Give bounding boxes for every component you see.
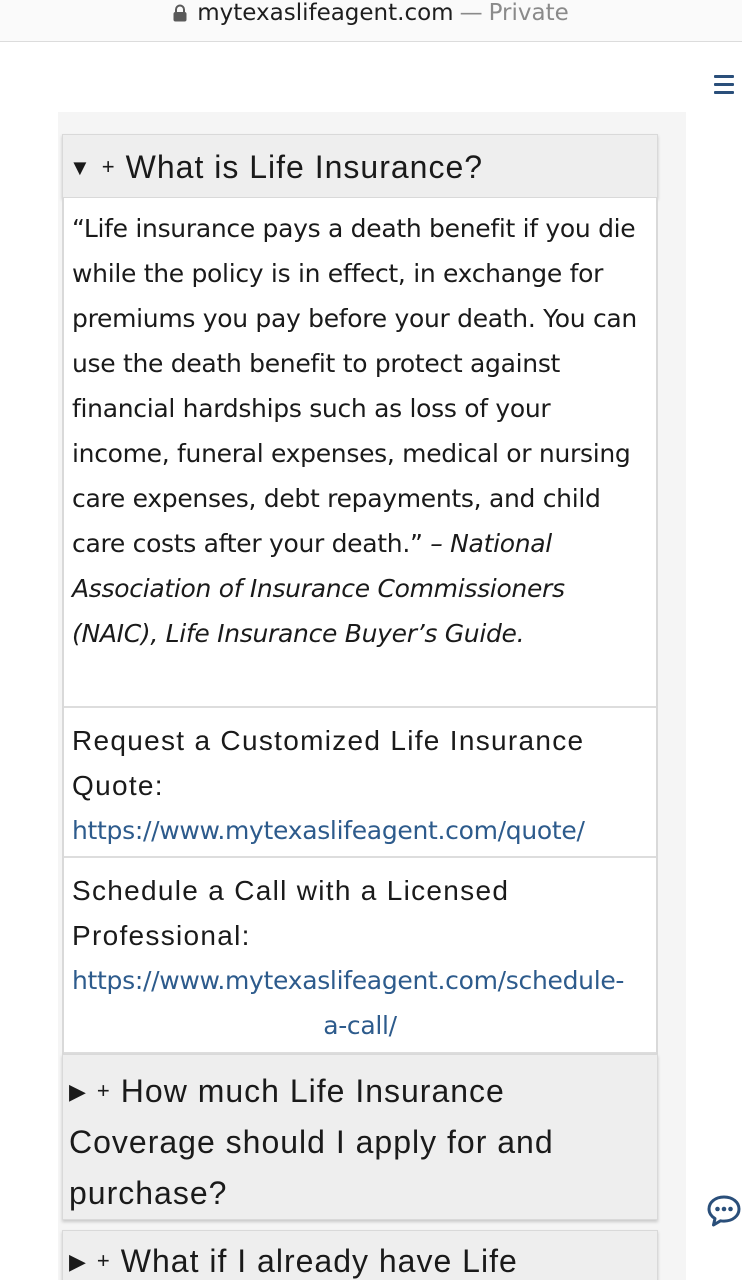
url-domain: mytexaslifeagent.com (197, 0, 454, 26)
faq-question: What is Life Insurance? (125, 149, 484, 185)
faq-question: How much Life Insurance Coverage should I apply for and purchase? (69, 1073, 554, 1211)
plus-icon: + (96, 1078, 111, 1103)
schedule-call-label: Schedule a Call with a Licensed Professional: (72, 875, 510, 951)
quote-request-link[interactable]: https://www.mytexaslifeagent.com/quote/ (72, 816, 585, 845)
url-separator: — (459, 0, 483, 26)
schedule-call-link-line1: https://www.mytexaslifeagent.com/schedule- (72, 966, 625, 995)
hamburger-menu-icon[interactable] (714, 75, 738, 97)
quote-request-cell (64, 708, 656, 858)
triangle-down-icon: ▼ (69, 155, 92, 180)
schedule-call-cell (64, 858, 656, 1054)
quote-citation: – National Association of Insurance Commissioners (NAIC), Life Insurance Buyer’s Guide. (72, 529, 565, 648)
quote-paragraph (72, 206, 648, 656)
faq-item-already-have-life (62, 1230, 658, 1280)
faq-item-how-much-coverage (62, 1054, 658, 1220)
quote-cell (64, 198, 656, 708)
plus-icon: + (101, 154, 116, 179)
browser-address-bar[interactable] (0, 0, 742, 42)
schedule-call-link[interactable] (72, 958, 648, 1048)
faq-toggle-how-much-coverage[interactable] (62, 1054, 658, 1220)
plus-icon: + (96, 1248, 111, 1273)
triangle-right-icon: ▶ (69, 1079, 87, 1104)
chat-bubble-icon[interactable] (706, 1194, 742, 1228)
private-mode-label: Private (488, 0, 569, 26)
faq-toggle-what-is-life-insurance[interactable] (62, 134, 658, 198)
lock-icon (173, 4, 187, 22)
triangle-right-icon: ▶ (69, 1249, 87, 1274)
schedule-call-link-line2: a-call/ (323, 1011, 397, 1040)
faq-toggle-already-have-life[interactable] (62, 1230, 658, 1280)
faq-item-what-is-life-insurance (62, 134, 658, 1054)
quote-text: “Life insurance pays a death benefit if you die while the policy is in effect, in exchange for premiums you pay before your death. You can use the death benefit to protect against financial hardships such as loss of your income, funeral expenses, medical or nursing care expenses, debt repayments, and child care costs after your death.” (72, 214, 637, 558)
faq-answer (62, 198, 658, 1054)
quote-request-label: Request a Customized Life Insurance Quote: (72, 725, 585, 801)
faq-question: What if I already have Life (120, 1243, 518, 1279)
